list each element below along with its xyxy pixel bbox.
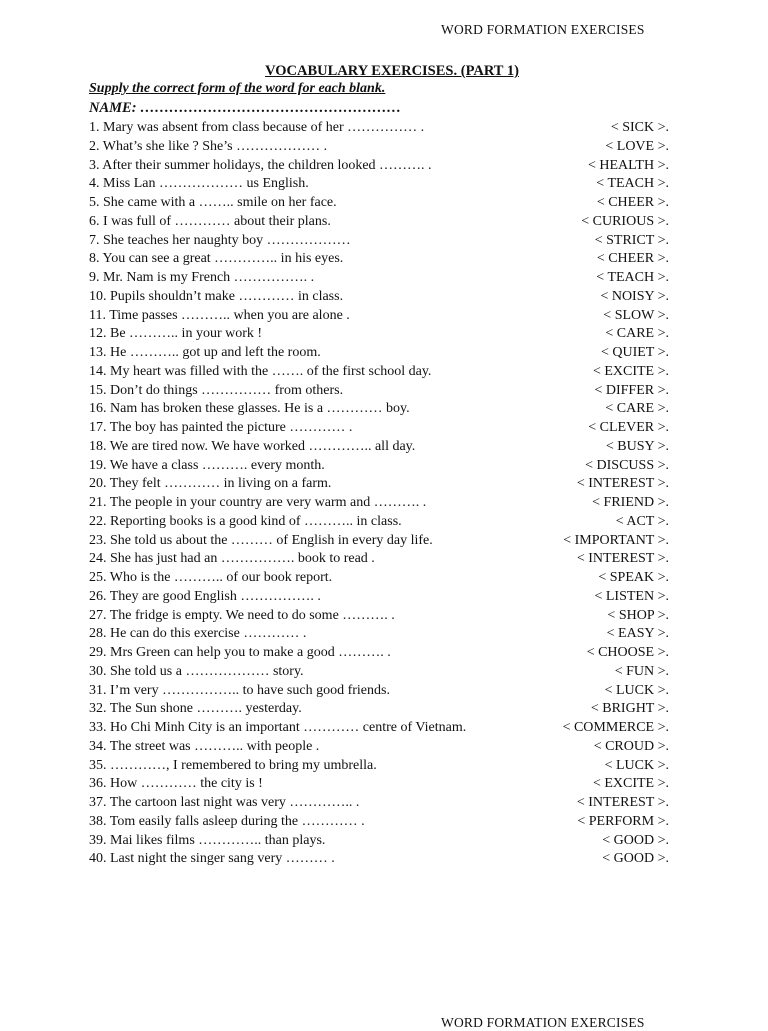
exercise-item [89, 738, 669, 757]
exercise-item [89, 607, 669, 626]
exercise-sentence: 21. The people in your country are very warm and ………. . [89, 495, 427, 510]
exercise-sentence: 33. Ho Chi Minh City is an important ………… centre of Vietnam. [89, 720, 467, 735]
exercise-keyword: < LUCK >. [604, 682, 669, 698]
exercise-keyword: < LUCK >. [604, 757, 669, 773]
exercise-keyword: < HEALTH >. [588, 157, 669, 173]
exercise-sentence: 13. He ……….. got up and left the room. [89, 345, 321, 360]
exercise-item [89, 494, 669, 513]
exercise-keyword: < CHEER >. [596, 195, 669, 210]
exercise-keyword: < CROUD >. [593, 738, 669, 754]
exercise-keyword: < BUSY >. [605, 438, 669, 454]
page-footer-header: WORD FORMATION EXERCISES [441, 1015, 645, 1030]
exercise-sentence: 39. Mai likes films ………….. than plays. [89, 832, 326, 848]
exercise-keyword: < PERFORM >. [577, 813, 669, 829]
exercise-sentence: 5. She came with a …….. smile on her face. [89, 195, 337, 210]
exercise-item [89, 250, 669, 269]
exercise-item [89, 457, 669, 476]
exercise-sentence: 17. The boy has painted the picture ………… . [89, 420, 353, 435]
exercise-sentence: 11. Time passes ……….. when you are alone . [89, 307, 350, 323]
exercise-keyword: < CLEVER >. [588, 420, 669, 435]
exercise-keyword: < GOOD >. [602, 832, 669, 848]
exercise-sentence: 15. Don’t do things …………… from others. [89, 382, 344, 398]
exercise-keyword: < DISCUSS >. [585, 457, 669, 473]
exercise-sentence: 26. They are good English ……………. . [89, 588, 321, 604]
exercise-sentence: 19. We have a class ………. every month. [89, 457, 325, 473]
exercise-item [89, 382, 669, 401]
exercise-keyword: < CHOOSE >. [586, 645, 669, 660]
exercise-item [89, 288, 669, 307]
exercise-keyword: < EXCITE >. [592, 776, 669, 792]
exercise-item [89, 344, 669, 363]
exercise-item [89, 757, 669, 776]
exercise-sentence: 10. Pupils shouldn’t make ………… in class. [89, 288, 344, 304]
exercise-sentence: 3. After their summer holidays, the children looked ………. . [89, 157, 432, 173]
exercise-sentence: 34. The street was ……….. with people . [89, 738, 320, 754]
exercise-keyword: < QUIET >. [600, 345, 669, 360]
exercise-item [89, 663, 669, 682]
exercise-sentence: 1. Mary was absent from class because of her …………… . [89, 120, 425, 135]
exercise-sentence: 40. Last night the singer sang very ……… . [89, 851, 335, 867]
exercise-item [89, 719, 669, 738]
exercise-sentence: 24. She has just had an ……………. book to read . [89, 551, 375, 567]
exercise-item [89, 569, 669, 588]
exercise-keyword: < EXCITE >. [592, 363, 669, 379]
exercise-sentence: 28. He can do this exercise ………… . [89, 626, 307, 642]
exercise-keyword: < SHOP >. [607, 607, 669, 623]
exercise-sentence: 22. Reporting books is a good kind of ……….. in class. [89, 513, 402, 529]
exercise-keyword: < LOVE >. [605, 138, 669, 154]
exercise-sentence: 6. I was full of ………… about their plans. [89, 213, 331, 229]
exercise-keyword: < STRICT >. [594, 232, 669, 248]
exercise-sentence: 7. She teaches her naughty boy ……………… [89, 232, 351, 248]
exercise-item [89, 325, 669, 344]
instruction-text: Supply the correct form of the word for each blank. [89, 81, 386, 96]
exercise-keyword: < INTEREST >. [576, 476, 669, 492]
exercise-sentence: 36. How ………… the city is ! [89, 776, 263, 792]
exercise-keyword: < GOOD >. [602, 851, 669, 867]
exercise-keyword: < SICK >. [610, 120, 669, 135]
exercise-item [89, 775, 669, 794]
exercise-item [89, 138, 669, 157]
exercise-item [89, 588, 669, 607]
exercise-item [89, 119, 669, 138]
exercise-sentence: 25. Who is the ……….. of our book report. [89, 570, 333, 585]
exercise-item [89, 307, 669, 326]
exercise-item [89, 194, 669, 213]
exercise-item [89, 850, 669, 869]
exercise-item [89, 363, 669, 382]
exercise-keyword: < ACT >. [615, 513, 669, 529]
exercise-keyword: < SLOW >. [603, 307, 669, 323]
exercise-sentence: 2. What’s she like ? She’s ……………… . [89, 138, 328, 154]
exercise-item [89, 550, 669, 569]
exercise-keyword: < INTEREST >. [576, 551, 669, 567]
exercise-keyword: < COMMERCE >. [562, 720, 669, 735]
exercise-item [89, 269, 669, 288]
exercise-keyword: < CHEER >. [596, 251, 669, 267]
exercise-sentence: 18. We are tired now. We have worked ………….. all day. [89, 438, 416, 454]
exercise-item [89, 813, 669, 832]
exercise-keyword: < DIFFER >. [594, 382, 669, 398]
page-header: WORD FORMATION EXERCISES [441, 22, 645, 37]
exercise-keyword: < LISTEN >. [594, 588, 669, 604]
exercise-sentence: 37. The cartoon last night was very ………….. . [89, 795, 360, 810]
exercise-item [89, 157, 669, 176]
exercise-sentence: 30. She told us a ……………… story. [89, 663, 304, 679]
exercise-item [89, 532, 669, 551]
exercise-keyword: < CARE >. [605, 326, 669, 342]
exercise-sentence: 35. …………, I remembered to bring my umbrella. [89, 757, 377, 773]
exercise-keyword: < IMPORTANT >. [563, 532, 669, 548]
name-line: NAME: ……………………………………………… [89, 100, 402, 116]
exercise-keyword: < TEACH >. [596, 270, 669, 285]
exercise-item [89, 700, 669, 719]
exercise-sentence: 31. I’m very …………….. to have such good friends. [89, 682, 390, 698]
exercise-item [89, 400, 669, 419]
exercise-sentence: 27. The fridge is empty. We need to do some ………. . [89, 607, 395, 623]
exercise-item [89, 475, 669, 494]
exercise-list [89, 119, 669, 869]
exercise-sentence: 16. Nam has broken these glasses. He is a ………… boy. [89, 401, 410, 417]
exercise-keyword: < FRIEND >. [592, 495, 669, 510]
exercise-keyword: < FUN >. [614, 663, 669, 679]
exercise-sentence: 23. She told us about the ……… of English in every day life. [89, 532, 433, 548]
exercise-item [89, 682, 669, 701]
exercise-keyword: < SPEAK >. [598, 570, 669, 585]
exercise-item [89, 232, 669, 251]
exercise-sentence: 14. My heart was filled with the ……. of the first school day. [89, 363, 432, 379]
exercise-sentence: 38. Tom easily falls asleep during the ………… . [89, 813, 365, 829]
exercise-keyword: < BRIGHT >. [590, 701, 669, 717]
exercise-item [89, 419, 669, 438]
exercise-item [89, 175, 669, 194]
exercise-sentence: 4. Miss Lan ……………… us English. [89, 176, 309, 192]
exercise-sentence: 9. Mr. Nam is my French ……………. . [89, 270, 315, 285]
exercise-item [89, 794, 669, 813]
exercise-item [89, 832, 669, 851]
exercise-sentence: 29. Mrs Green can help you to make a good ………. . [89, 645, 391, 660]
exercise-keyword: < CARE >. [605, 401, 669, 417]
exercise-sentence: 32. The Sun shone ………. yesterday. [89, 701, 302, 717]
exercise-keyword: < TEACH >. [596, 176, 669, 192]
exercise-keyword: < CURIOUS >. [581, 213, 669, 229]
exercise-item [89, 625, 669, 644]
exercise-item [89, 513, 669, 532]
exercise-sentence: 20. They felt ………… in living on a farm. [89, 476, 332, 492]
exercise-keyword: < EASY >. [606, 626, 669, 642]
exercise-item [89, 438, 669, 457]
exercise-item [89, 644, 669, 663]
page-title: VOCABULARY EXERCISES. (PART 1) [265, 63, 519, 79]
exercise-sentence: 12. Be ……….. in your work ! [89, 326, 263, 342]
exercise-item [89, 213, 669, 232]
exercise-keyword: < INTEREST >. [576, 795, 669, 810]
exercise-keyword: < NOISY >. [600, 288, 669, 304]
exercise-sentence: 8. You can see a great ………….. in his eyes. [89, 251, 344, 267]
